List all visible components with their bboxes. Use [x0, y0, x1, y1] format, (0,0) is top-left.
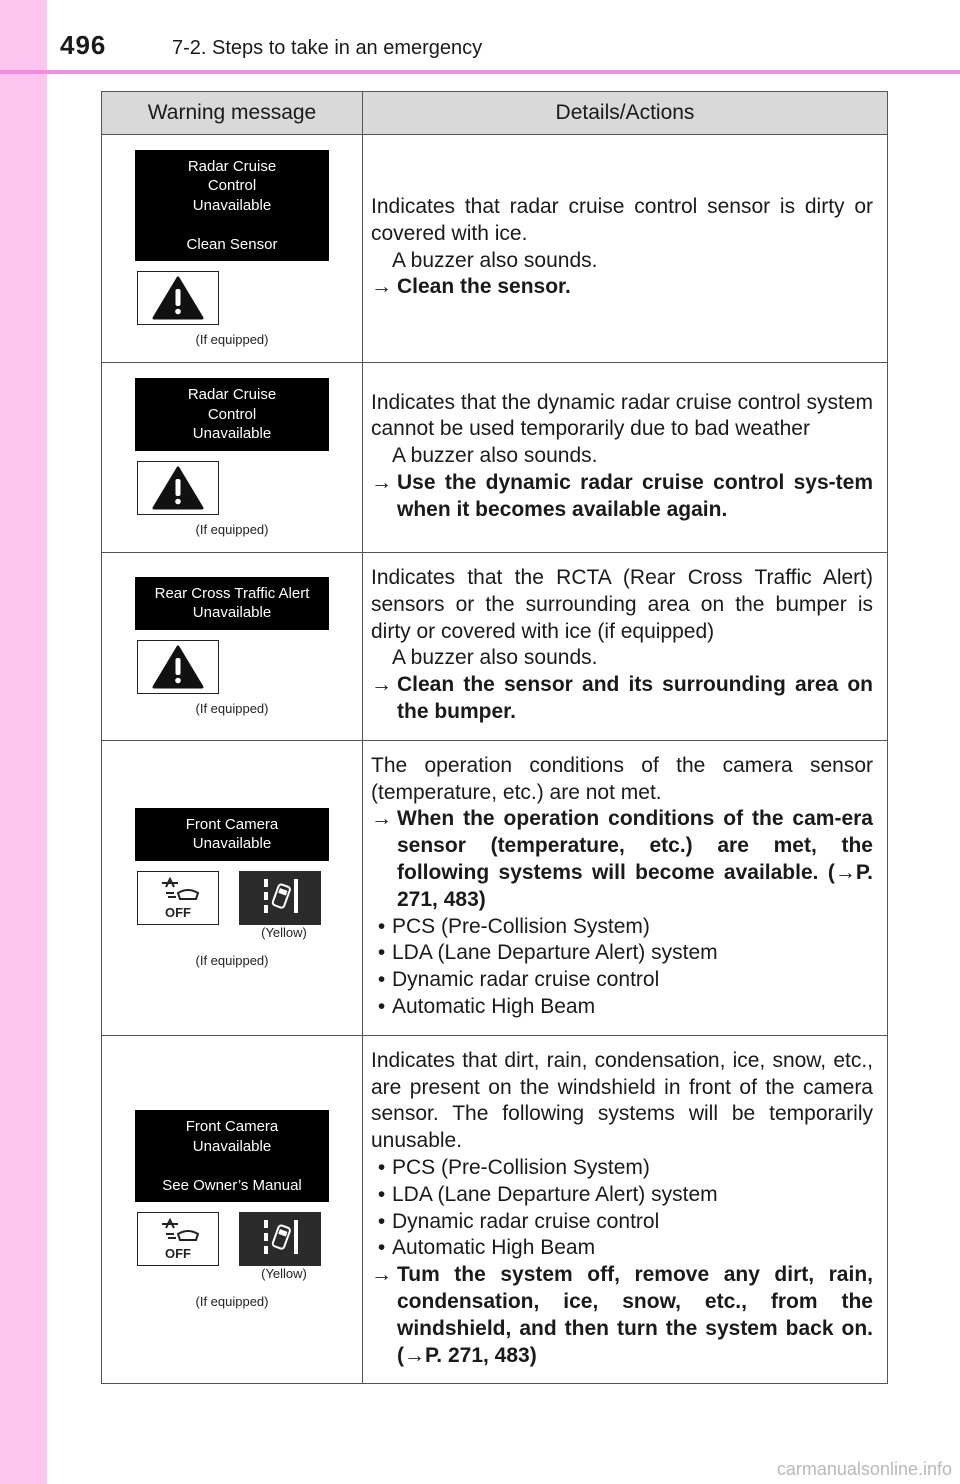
- list-item-text: PCS (Pre-Collision System): [392, 914, 650, 938]
- table-row: [102, 1035, 888, 1384]
- indicator-icons: [102, 871, 362, 925]
- bullet-glyph: •: [377, 914, 386, 938]
- warning-message-table: [101, 91, 888, 1384]
- bullet-glyph: •: [377, 1155, 386, 1179]
- action-line: [371, 672, 873, 726]
- details-text: Indicates that dirt, rain, condensation, ice, snow, etc., are present on the windshield in front of the camera sensor. The following systems will be temporarily unusable.: [371, 1048, 873, 1153]
- list-item: [371, 914, 873, 941]
- table-row: [102, 553, 888, 741]
- details-cell: [363, 1035, 888, 1384]
- action-text: Clean the sensor.: [397, 275, 571, 299]
- list-item: [371, 940, 873, 967]
- message-line-gap: [135, 1156, 329, 1176]
- watermark: carmanualsonline.info: [776, 1459, 952, 1479]
- if-equipped-note: (If equipped): [195, 521, 269, 537]
- details-text: Indicates that radar cruise control sensor is dirty or covered with ice.: [371, 194, 873, 245]
- bullet-glyph: •: [377, 968, 386, 992]
- chapter-side-strip: [0, 0, 47, 1484]
- action-line: [371, 470, 873, 524]
- list-item: [371, 967, 873, 994]
- if-equipped-note: (If equipped): [195, 952, 269, 968]
- bullet-glyph: •: [377, 1182, 386, 1206]
- buzzer-note: A buzzer also sounds.: [392, 248, 598, 272]
- list-item-text: Dynamic radar cruise control: [392, 1209, 660, 1233]
- message-line: Unavailable: [192, 604, 272, 622]
- table-row: [102, 740, 888, 1035]
- message-line: Front Camera: [185, 1118, 279, 1136]
- warning-message-display: [135, 808, 329, 861]
- indicator-icons: [102, 271, 362, 325]
- list-item-text: Automatic High Beam: [392, 1236, 596, 1260]
- message-line-gap: [135, 215, 329, 235]
- indicator-icons: [102, 640, 362, 694]
- list-item-text: LDA (Lane Departure Alert) system: [392, 941, 718, 965]
- details-cell: [363, 363, 888, 553]
- message-line: Radar Cruise: [187, 386, 277, 404]
- details-text: Indicates that the RCTA (Rear Cross Traffic Alert) sensors or the surrounding area on the bumper is dirty or covered with ice (if equipped): [371, 566, 873, 643]
- message-line: Unavailable: [192, 196, 272, 214]
- off-label: OFF: [165, 904, 191, 920]
- details-cell: [363, 135, 888, 363]
- action-line: [371, 806, 873, 913]
- action-text: When the operation conditions of the cam-era sensor (temperature, etc.) are met, the following systems will become available. (→P. 271, 483): [397, 807, 873, 911]
- action-line: [371, 274, 873, 301]
- page-number: 496: [60, 30, 107, 60]
- list-item: [371, 1182, 873, 1209]
- off-label: OFF: [165, 1246, 191, 1262]
- list-item: [371, 1209, 873, 1236]
- warning-message-cell: [102, 135, 363, 363]
- buzzer-note: A buzzer also sounds.: [392, 646, 598, 670]
- action-text: Clean the sensor and its surrounding area on the bumper.: [397, 673, 873, 723]
- warning-message-cell: [102, 1035, 363, 1384]
- list-item: [371, 994, 873, 1021]
- message-line: Control: [207, 177, 257, 195]
- warning-message-cell: [102, 740, 363, 1035]
- arrow-icon: →: [371, 470, 392, 494]
- warning-message-cell: [102, 363, 363, 553]
- buzzer-note: A buzzer also sounds.: [392, 444, 598, 468]
- bullet-glyph: •: [377, 1209, 386, 1233]
- details-text: The operation conditions of the camera sensor (temperature, etc.) are not met.: [371, 753, 873, 804]
- pcs-off-icon: [137, 871, 219, 925]
- page-header: [0, 0, 960, 72]
- message-line: Clean Sensor: [186, 235, 278, 253]
- warning-message-display: [135, 378, 329, 451]
- message-line: Control: [207, 405, 257, 423]
- warning-message-cell: [102, 553, 363, 741]
- pcs-off-icon: [137, 1212, 219, 1266]
- list-item-text: PCS (Pre-Collision System): [392, 1155, 650, 1179]
- col-header-warning-message: Warning message: [102, 92, 363, 135]
- details-cell: [363, 553, 888, 741]
- message-line: Front Camera: [185, 815, 279, 833]
- table-header-row: [102, 92, 888, 135]
- list-item: [371, 1235, 873, 1262]
- yellow-note: (Yellow): [261, 924, 307, 940]
- action-text: Use the dynamic radar cruise control sys-tem when it becomes available again.: [397, 470, 873, 521]
- indicator-icons: [102, 1212, 362, 1266]
- list-item-text: LDA (Lane Departure Alert) system: [392, 1182, 718, 1206]
- list-item-text: Automatic High Beam: [392, 994, 596, 1018]
- lane-departure-icon: [239, 871, 321, 925]
- lane-departure-icon: [239, 1212, 321, 1266]
- list-item: [371, 1155, 873, 1182]
- header-rule: [0, 70, 960, 74]
- if-equipped-note: (If equipped): [195, 332, 269, 348]
- section-title: 7-2. Steps to take in an emergency: [172, 37, 483, 59]
- message-line: Rear Cross Traffic Alert: [154, 584, 310, 602]
- arrow-icon: →: [371, 1263, 392, 1287]
- indicator-icons: [102, 461, 362, 515]
- table-row: [102, 363, 888, 553]
- bullet-glyph: •: [377, 1236, 386, 1260]
- arrow-icon: →: [371, 275, 392, 299]
- message-line: Unavailable: [192, 1137, 272, 1155]
- message-line: Unavailable: [192, 425, 272, 443]
- arrow-icon: →: [371, 807, 392, 831]
- warning-message-display: [135, 1110, 329, 1202]
- arrow-icon: →: [371, 673, 392, 697]
- yellow-note: (Yellow): [261, 1266, 307, 1282]
- action-line: [371, 1262, 873, 1369]
- warning-message-display: [135, 150, 329, 262]
- message-line: Radar Cruise: [187, 157, 277, 175]
- details-cell: [363, 740, 888, 1035]
- warning-message-display: [135, 577, 329, 630]
- col-header-details-actions: Details/Actions: [363, 92, 888, 135]
- message-line: Unavailable: [192, 835, 272, 853]
- bullet-glyph: •: [377, 994, 386, 1018]
- if-equipped-note: (If equipped): [195, 1294, 269, 1310]
- bullet-glyph: •: [377, 941, 386, 965]
- if-equipped-note: (If equipped): [195, 700, 269, 716]
- warning-triangle-icon: [137, 640, 219, 694]
- message-line: See Owner’s Manual: [162, 1176, 302, 1194]
- details-text: Indicates that the dynamic radar cruise control system cannot be used temporarily due to bad weather: [371, 390, 873, 441]
- warning-triangle-icon: [137, 271, 219, 325]
- action-text: Tum the system off, remove any dirt, rain, condensation, ice, snow, etc., from the windshield, and then turn the system back on. (→P. 271, 483): [397, 1263, 873, 1367]
- list-item-text: Dynamic radar cruise control: [392, 968, 660, 992]
- table-row: [102, 135, 888, 363]
- warning-triangle-icon: [137, 461, 219, 515]
